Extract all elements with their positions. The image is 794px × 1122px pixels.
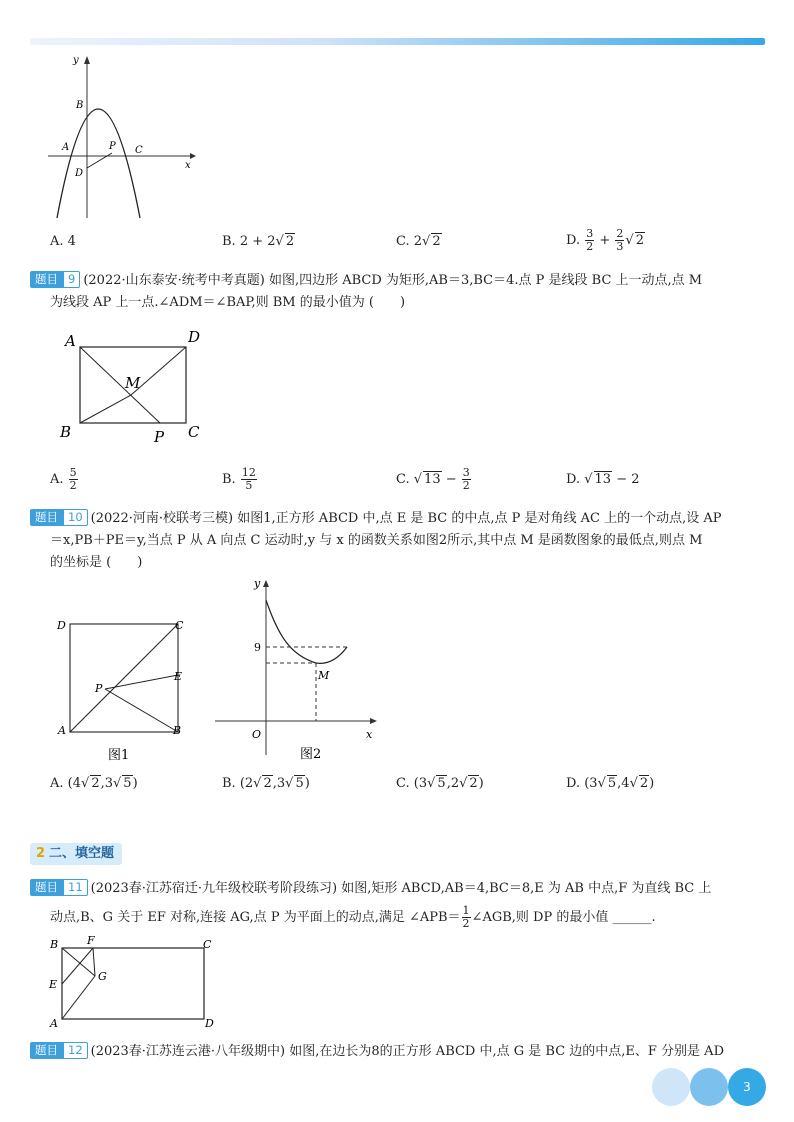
question-text: 为线段 AP 上一点.∠ADM＝∠BAP,则 BM 的最小值为 ( ) [50,295,406,310]
section-title: 二、填空题 [49,846,115,861]
q10-text-line-2 [50,530,702,552]
label-d: D [57,619,66,632]
label-o: O [252,728,262,741]
option-part: (4 [67,776,82,791]
question-text: (2022·河南·校联考三模) 如图1,正方形 ABCD 中,点 E 是 BC 的中点,点 P 是对角线 AC 上的一个动点,设 AP [90,511,722,526]
option-rest: − 2 [616,472,640,487]
question-tag: 题目 [30,509,63,526]
option-part: ,3 [272,776,286,791]
q10-text-line-3 [50,552,142,574]
q9-rectangle-figure [55,326,215,446]
option-part: ) [478,776,484,791]
option-label: B. [222,472,236,487]
fraction: $\frac{3}{2}$ [462,466,470,492]
radicand: 13 [424,472,441,487]
segment-bg [62,948,95,976]
q8-option-b[interactable]: B. 2 + 2√ 2 [222,234,295,249]
y-axis-arrow [84,56,90,64]
figure-caption: 图1 [108,748,130,763]
label-x: x [185,160,191,171]
option-label: A. [50,234,64,249]
label-e: E [174,670,183,683]
fraction: $\frac{5}{2}$ [69,466,77,492]
fraction: $\frac{2}{3}$ [616,227,624,253]
label-c: C [188,423,200,441]
section-header-fill-blank [30,843,122,865]
q8-option-c[interactable]: C. 2√ 2 [396,234,441,249]
fraction: $\frac{12}{5}$ [241,466,256,492]
segment-dp [87,153,112,168]
question-tag: 题目 [30,879,63,896]
segment-fg [93,948,95,976]
page-number-text: 3 [743,1080,751,1094]
question-text: 的坐标是 ( ) [50,555,143,570]
option-label: D. [566,776,581,791]
label-a: A [58,724,66,737]
q9-option-d[interactable]: D. √ 13 − 2 [566,472,640,487]
option-part: ) [649,776,655,791]
radicand: 5 [607,776,617,791]
question-text: 动点,B、G 关于 EF 对称,连接 AG,点 P 为平面上的动点,满足 ∠APB＝ [50,910,461,925]
option-part: (3 [584,776,598,791]
radicand: 5 [295,776,304,791]
option-label: C. [396,472,410,487]
option-part: ,4 [617,776,630,791]
label-x: x [366,728,373,741]
radicand: 2 [639,776,649,791]
label-b: B [50,938,59,951]
question-tag: 题目 [30,271,63,288]
q11-text-line-1 [30,878,711,900]
radicand: 2 [285,234,295,249]
segment-ag [62,976,95,1019]
label-y: y [73,55,79,66]
question-text: (2023春·江苏宿迁·九年级校联考阶段练习) 如图,矩形 ABCD,AB＝4,BC＝8,E 为 AB 中点,F 为直线 BC 上 [90,881,712,896]
label-p: P [109,141,116,152]
segment-ef [62,948,93,984]
option-part: ,3 [100,776,113,791]
q10-option-d[interactable]: D. (3√ 5,4√ 2) [566,776,655,791]
label-y: y [254,577,261,590]
label-m: M [125,374,141,392]
question-number: 11 [63,879,88,896]
section-number: 2 [36,846,46,861]
q11-rectangle-figure [45,933,225,1033]
option-value: 2 + 2 [239,234,276,249]
label-c: C [135,145,143,156]
option-label: A. [50,472,64,487]
question-text: (2023春·江苏连云港·八年级期中) 如图,在边长为8的正方形 ABCD 中,点 G 是 BC 边的中点,E、F 分别是 AD [90,1044,724,1059]
function-curve [266,600,347,663]
radicand: 13 [594,472,612,487]
q11-text-line-2 [50,905,656,930]
top-banner-bar [30,38,765,45]
q9-option-c[interactable]: C. √ 13 − $\frac{3}{2}$ [396,466,470,492]
q8-option-a[interactable] [50,234,76,249]
option-label: D. [566,233,581,248]
label-nine: 9 [254,641,261,654]
parabola-curve [57,109,140,218]
label-b: B [60,423,72,441]
q10-option-a[interactable]: A. (4√ 2,3√ 5) [50,776,138,791]
q8-parabola-figure [40,50,200,222]
label-g: G [98,970,107,983]
label-e: E [49,978,58,991]
q10-option-b[interactable]: B. (2√ 2,3√ 5) [222,776,310,791]
label-a: A [65,332,76,350]
figure-caption: 图2 [300,747,322,762]
question-number: 12 [63,1042,88,1059]
x-axis-arrow [370,718,377,724]
radicand: 2 [91,776,100,791]
question-text: ＝x,PB＋PE＝y,当点 P 从 A 向点 C 运动时,y 与 x 的函数关系如图2所示,其中点 M 是函数图象的最低点,则点 M [50,533,703,548]
radicand: 5 [123,776,132,791]
label-b: B [76,100,84,111]
option-label: D. [566,472,581,487]
segment-ap [80,347,160,423]
label-d: D [75,168,84,179]
radicand: 2 [263,776,272,791]
option-part: ,2 [446,776,460,791]
deco-circle [652,1068,690,1106]
radicand: 2 [635,233,644,248]
q10-figure-2-graph [210,575,385,765]
radicand: 5 [437,776,446,791]
minus-sign: − [445,472,457,487]
q9-text-line-2 [50,292,405,314]
label-m: M [318,669,330,682]
label-a: A [62,142,70,153]
label-c: C [203,938,212,951]
radicand: 2 [432,234,441,249]
label-a: A [50,1017,58,1030]
plus-sign: + [599,233,611,248]
label-b: B [173,724,182,737]
label-d: D [205,1017,214,1030]
option-label: C. [396,776,410,791]
q10-text-line-1 [30,508,722,530]
option-label: B. [222,234,236,249]
question-number: 9 [63,271,80,288]
option-value: 2 [413,234,423,249]
radicand: 2 [469,776,478,791]
q8-option-d[interactable]: D. $\frac{3}{2}$ + $\frac{2}{3}$ √ 2 [566,227,644,253]
segment-pe [105,675,178,689]
label-p: P [154,428,165,446]
q10-figure-1-square [55,612,195,767]
option-part: (3 [413,776,428,791]
deco-circle [690,1068,728,1106]
label-p: P [95,682,103,695]
option-label: C. [396,234,410,249]
question-text: (2022·山东泰安·统考中考真题) 如图,四边形 ABCD 为矩形,AB＝3,BC＝4.点 P 是线段 BC 上一动点,点 M [83,273,703,288]
option-value: 4 [67,234,76,249]
q9-text-line-1 [30,270,702,292]
q9-option-a[interactable] [50,467,79,492]
question-tag: 题目 [30,1042,63,1059]
segment-bm [80,395,131,423]
option-label: B. [222,776,236,791]
label-d: D [188,328,201,346]
question-number: 10 [63,509,88,526]
x-axis-arrow [190,153,196,159]
page-number [728,1068,766,1106]
option-part: (2 [239,776,254,791]
y-axis-arrow [263,580,269,587]
fraction: $\frac{3}{2}$ [586,227,594,253]
fraction: $\frac{1}{2}$ [462,904,470,930]
q12-text-line-1 [30,1041,724,1063]
segment-pb [105,689,178,732]
option-part: ) [304,776,310,791]
option-part: ) [132,776,138,791]
q9-option-b[interactable] [222,467,258,492]
option-label: A. [50,776,64,791]
question-text: ∠AGB,则 DP 的最小值 ______. [471,910,656,925]
q10-option-c[interactable]: C. (3√ 5,2√ 2) [396,776,484,791]
label-f: F [87,934,95,947]
label-c: C [175,619,184,632]
